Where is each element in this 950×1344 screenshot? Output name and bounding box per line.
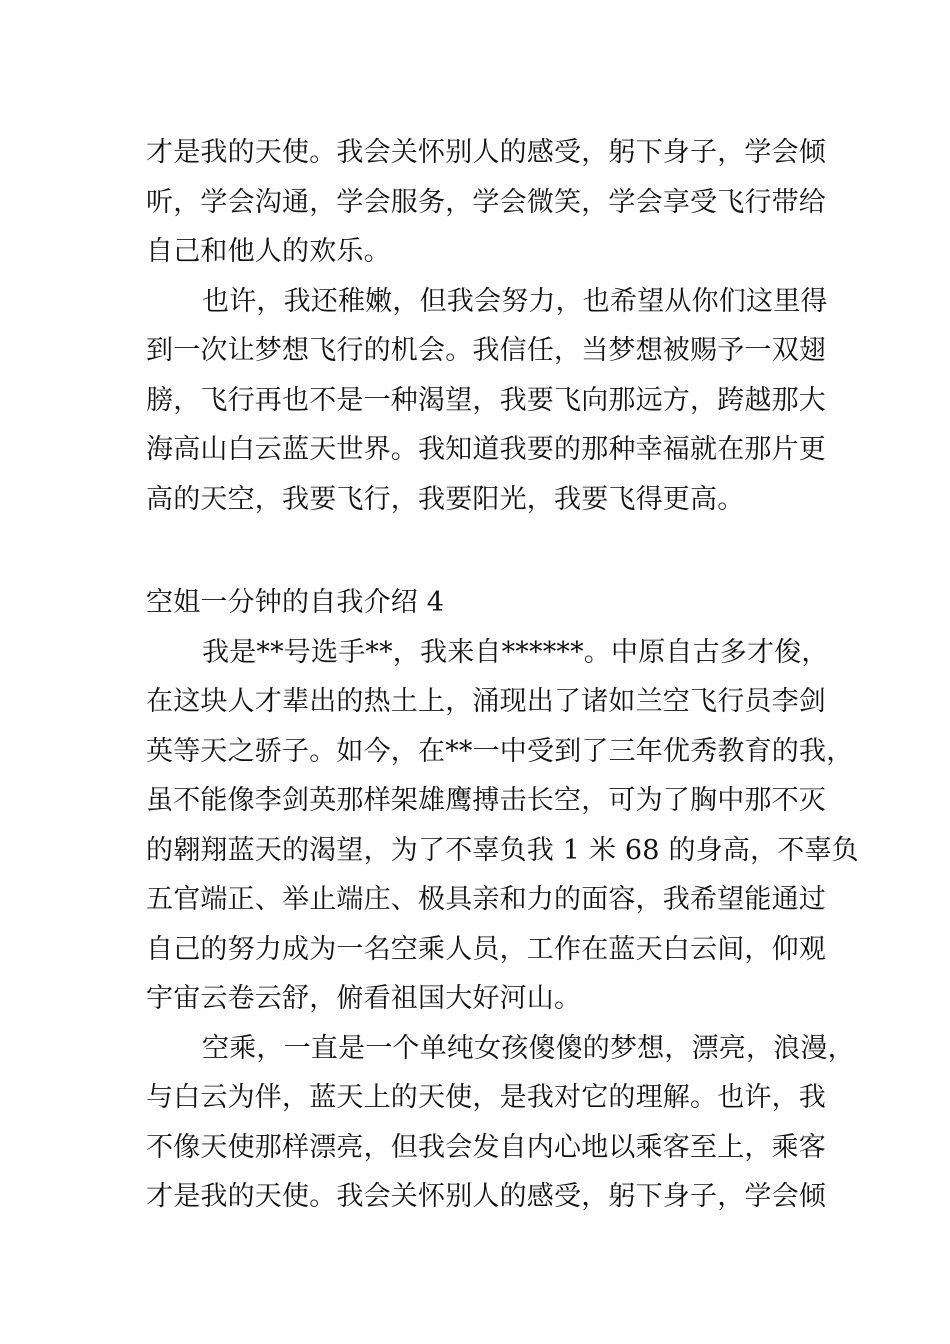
text-line: 到一次让梦想飞行的机会。我信任，当梦想被赐予一双翅 <box>146 335 826 366</box>
text-line: 的翱翔蓝天的渴望，为了不辜负我 1 米 68 的身高，不辜负 <box>146 834 859 866</box>
paragraph-3 <box>146 628 859 1024</box>
text-line: 才是我的天使。我会关怀别人的感受，躬下身子，学会倾 <box>146 137 826 168</box>
text-line: 宇宙云卷云舒，俯看祖国大好河山。 <box>146 983 582 1014</box>
text-line: 也许，我还稚嫩，但我会努力，也希望从你们这里得 <box>202 285 828 317</box>
text-line: 自己和他人的欢乐。 <box>146 236 391 267</box>
text-line: 听，学会沟通，学会服务，学会微笑，学会享受飞行带给 <box>146 186 826 218</box>
text-line: 我是**号选手**，我来自******。中原自古多才俊， <box>202 636 829 668</box>
text-line: 英等天之骄子。如今，在**一中受到了三年优秀教育的我， <box>146 735 854 767</box>
text-line: 自己的努力成为一名空乘人员，工作在蓝天白云间，仰观 <box>146 933 826 965</box>
text-line: 不像天使那样漂亮，但我会发自内心地以乘客至上，乘客 <box>146 1131 826 1163</box>
document-body <box>146 128 859 1222</box>
text-line: 空乘，一直是一个单纯女孩傻傻的梦想，漂亮，浪漫， <box>202 1032 855 1064</box>
section-heading: 空姐一分钟的自我介绍 4 <box>146 587 445 618</box>
text-line: 与白云为伴，蓝天上的天使，是我对它的理解。也许，我 <box>146 1082 826 1113</box>
section-heading-block <box>146 578 836 628</box>
paragraph-1 <box>146 128 836 277</box>
paragraph-4 <box>146 1024 855 1222</box>
paragraph-2 <box>146 277 836 525</box>
text-line: 膀，飞行再也不是一种渴望，我要飞向那远方，跨越那大 <box>146 384 826 416</box>
text-line: 海高山白云蓝天世界。我知道我要的那种幸福就在那片更 <box>146 434 826 465</box>
text-line: 虽不能像李剑英那样架雄鹰搏击长空，可为了胸中那不灭 <box>146 785 826 816</box>
text-line: 才是我的天使。我会关怀别人的感受，躬下身子，学会倾 <box>146 1181 826 1212</box>
text-line: 高的天空，我要飞行，我要阳光，我要飞得更高。 <box>146 483 745 515</box>
text-line: 五官端正、举止端庄、极具亲和力的面容，我希望能通过 <box>146 884 826 915</box>
text-line: 在这块人才辈出的热土上，涌现出了诸如兰空飞行员李剑 <box>146 686 826 717</box>
